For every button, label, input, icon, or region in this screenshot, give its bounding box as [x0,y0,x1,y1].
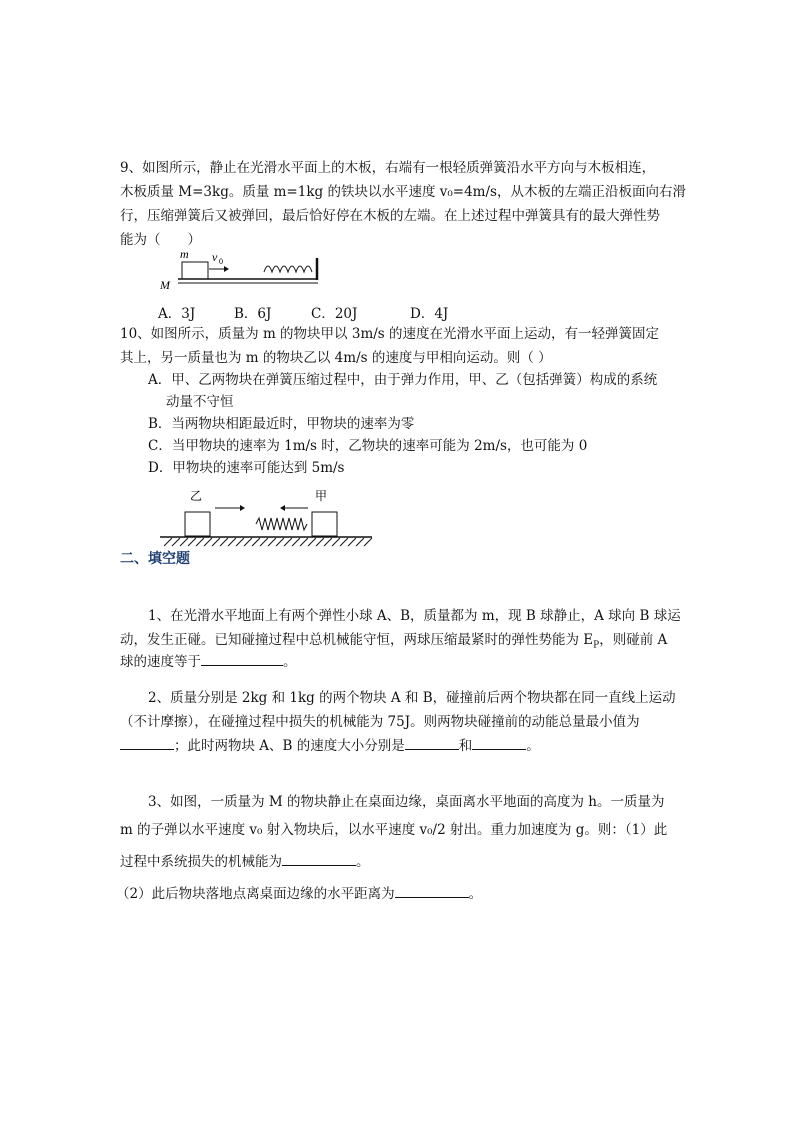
q10-option-b: B．当两物块相距最近时，甲物块的速率为零 [148,416,415,432]
q10-block-jia [312,512,337,536]
f3-line-3-text: 过程中系统损失的机械能为 [120,854,282,870]
f1-line-1: 1、在光滑水平地面上有两个弹性小球 A、B，质量都为 m，现 B 球静止，A 球向 B 球运 [148,608,681,624]
f2-line-3-tail-1: ；此时两物块 A、B 的速度大小分别是 [174,738,405,754]
f2-line-3-tail-2: 。 [526,738,540,754]
section-heading: 二、填空题 [120,551,190,567]
q9-label-m: m [180,247,189,261]
f3-line-4 [116,882,482,906]
q9-figure [160,244,325,292]
q9-line-4: 能为（ ） [120,232,201,248]
f3-line-2: m 的子弹以水平速度 v₀ 射入物块后，以水平速度 v₀/2 射出。重力加速度为 g。则：（1）此 [120,822,668,838]
f2-line-2: （不计摩擦），在碰撞过程中损失的机械能为 75J。则两物块碰撞前的动能总量最小值为 [120,714,640,730]
q10-line-2: 其上，另一质量也为 m 的物块乙以 4m/s 的速度与甲相向运动。则（ ） [120,350,552,366]
f1-line-2-sub: P [593,640,600,651]
f2-answer-blank-3[interactable] [472,735,526,750]
f3-line-4-tail: 。 [468,886,483,902]
q9-option-c: C．20J [311,306,358,322]
f2-line-1: 2、质量分别是 2kg 和 1kg 的两个物块 A 和 B，碰撞前后两个物块都在同一直线上运动 [148,690,676,706]
q9-option-d: D．4J [410,306,449,322]
q10-arrowhead-yi [240,505,245,511]
q9-block-m [182,262,208,279]
f3-line-3 [120,850,370,874]
q9-line-3: 行，压缩弹簧后又被弹回，最后恰好停在木板的左端。在上述过程中弹簧具有的最大弹性势 [120,208,660,224]
q9-velocity-arrowhead [224,266,229,272]
q10-option-d: D．甲物块的速率可能达到 5m/s [148,460,345,476]
f3-answer-blank-2[interactable] [395,883,469,898]
q9-line-1: 9、如图所示，静止在光滑水平面上的木板，右端有一根轻质弹簧沿水平方向与木板相连， [120,160,656,176]
f1-answer-blank[interactable] [201,651,283,666]
f3-line-4-text: （2）此后物块落地点离桌面边缘的水平距离为 [116,886,395,902]
f3-answer-blank-1[interactable] [282,851,356,866]
q9-label-v-sub: 0 [219,257,223,266]
q9-label-M: M [160,278,170,292]
q10-line-1: 10、如图所示，质量为 m 的物块甲以 3m/s 的速度在光滑水平面上运动，有一轻弹簧固定 [120,326,660,342]
f2-line-3 [120,734,540,758]
q9-line-2: 木板质量 M=3kg。质量 m=1kg 的铁块以水平速度 v₀=4m/s，从木板的左端正沿板面向右滑 [120,184,686,200]
f3-line-1: 3、如图，一质量为 M 的物块静止在桌面边缘，桌面离水平地面的高度为 h。一质量为 [148,794,665,810]
q10-option-c: C．当甲物块的速率为 1m/s 时，乙物块的速率可能为 2m/s，也可能为 0 [148,438,588,454]
q9-spring [264,266,312,272]
f2-answer-blank-1[interactable] [120,735,174,750]
q10-figure [160,486,372,548]
q10-option-a-line-1: A．甲、乙两物块在弹簧压缩过程中，由于弹力作用，甲、乙（包括弹簧）构成的系统 [148,372,658,388]
f3-line-3-tail: 。 [356,854,370,870]
q9-label-v: v [212,250,218,264]
f1-line-2-text: 动，发生正碰。已知碰撞过程中总机械能守恒，两球压缩最紧时的弹性势能为 E [120,632,594,648]
q9-option-b: B．6J [234,306,272,322]
f1-line-2-tail: ，则碰前 A [599,632,668,648]
q10-ground-hatching [164,538,372,546]
f1-line-3-tail: 。 [283,654,297,670]
q10-label-yi: 乙 [190,489,203,503]
f1-line-3 [120,650,297,674]
q10-arrowhead-jia [280,505,285,511]
q10-option-a-line-2: 动量不守恒 [166,394,234,410]
q10-label-jia: 甲 [315,489,328,503]
q10-block-yi [185,512,210,536]
q10-spring [256,518,307,530]
f2-answer-blank-2[interactable] [405,735,459,750]
f1-line-3-text: 球的速度等于 [120,654,201,670]
q9-option-a: A．3J [158,306,196,322]
f2-line-3-mid: 和 [458,738,473,754]
